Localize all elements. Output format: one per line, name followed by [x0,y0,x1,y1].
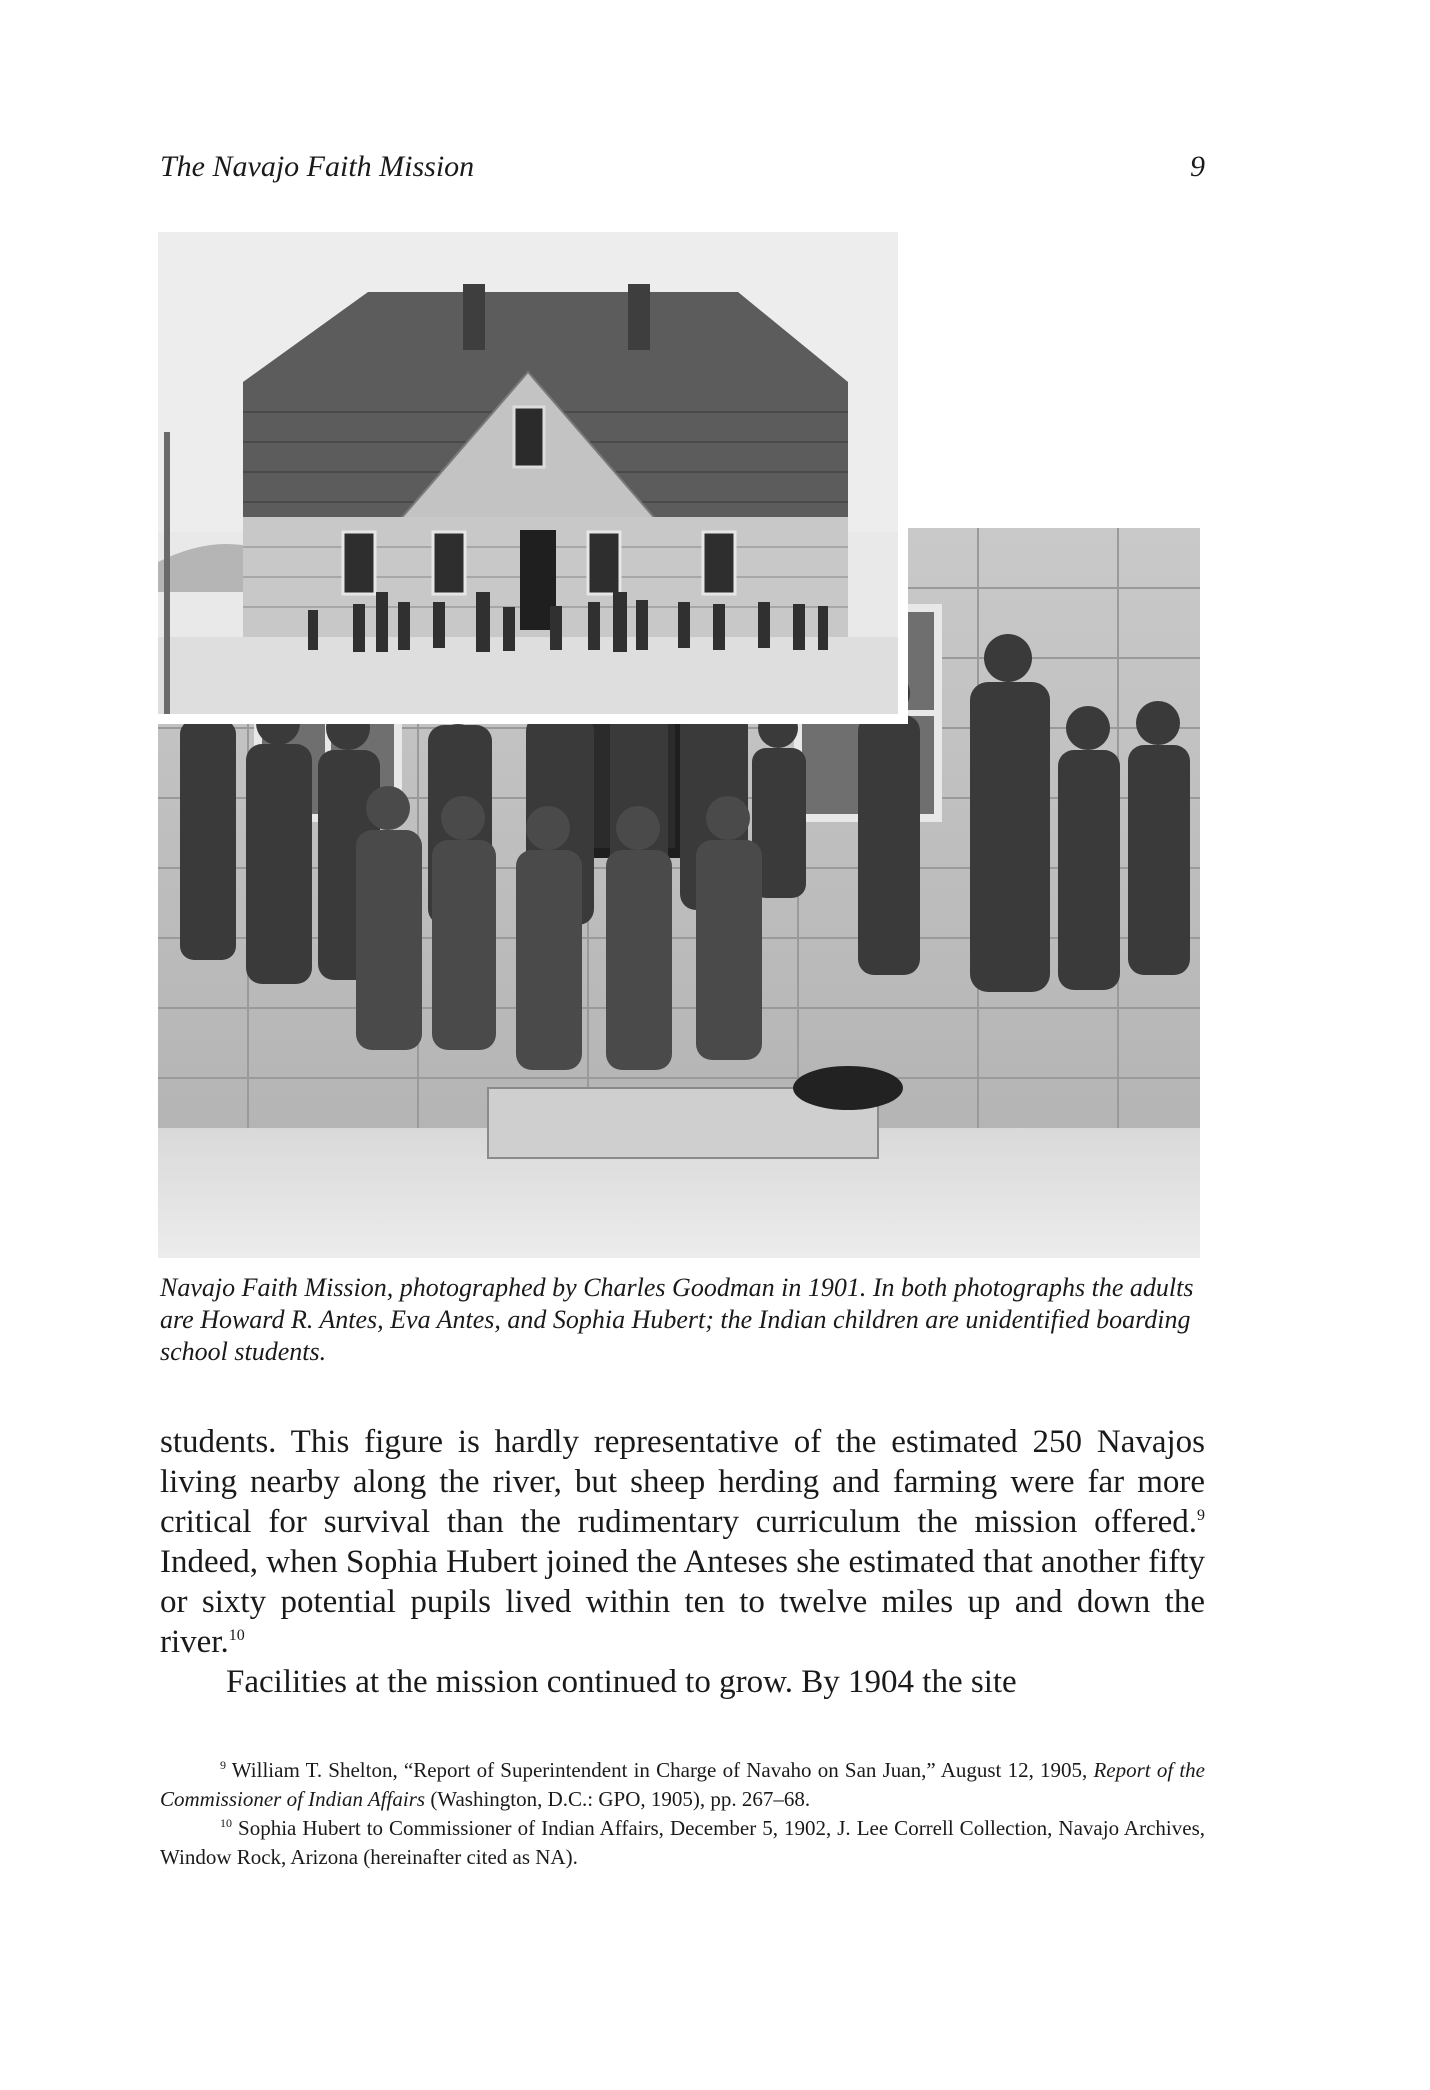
running-head-title: The Navajo Faith Mission [160,150,475,183]
footnote-text: William T. Shelton, “Report of Superintendent in Charge of Navaho on San Juan,” August 12, 1905, [226,1758,1094,1782]
footnote-9 [160,1756,1205,1814]
footnote-text: Sophia Hubert to Commissioner of Indian Affairs, December 5, 1902, J. Lee Correll Collection, Navajo Archives, Window Rock, Arizona (hereinafter cited as NA). [160,1816,1205,1869]
mission-building-illustration [158,232,898,714]
footnote-ref: 10 [228,1627,245,1644]
page-number: 9 [1190,150,1205,183]
figure-caption: Navajo Faith Mission, photographed by Charles Goodman in 1901. In both photographs the adults are Howard R. Antes, Eva Antes, and Sophia Hubert; the Indian children are unidentified boarding school students. [160,1273,1194,1366]
footnote-number: 10 [220,1816,232,1830]
running-head [160,150,1205,190]
footnote-title: Report of the Commissioner of Indian Affairs [160,1758,1205,1811]
body-text-segment: Indeed, when Sophia Hubert joined the Anteses she estimated that another fifty or sixty potential pupils lived within ten to twelve miles up and down the river. [160,1544,1205,1660]
body-paragraph [160,1422,1205,1662]
mission-building-photo [158,232,898,714]
footnote-10 [160,1814,1205,1872]
footnote-number: 9 [220,1758,226,1772]
footnote-ref: 9 [1197,1507,1205,1524]
body-text [160,1422,1205,1702]
footnotes [160,1756,1205,1872]
body-text-segment: students. This figure is hardly representative of the estimated 250 Navajos living nearby along the river, but sheep herding and farming were far more critical for survival than the rudimentary curriculum the mission offered. [160,1424,1205,1540]
footnote-text: (Washington, D.C.: GPO, 1905), pp. 267–68. [425,1787,811,1811]
body-paragraph: Facilities at the mission continued to grow. By 1904 the site [226,1664,1017,1700]
